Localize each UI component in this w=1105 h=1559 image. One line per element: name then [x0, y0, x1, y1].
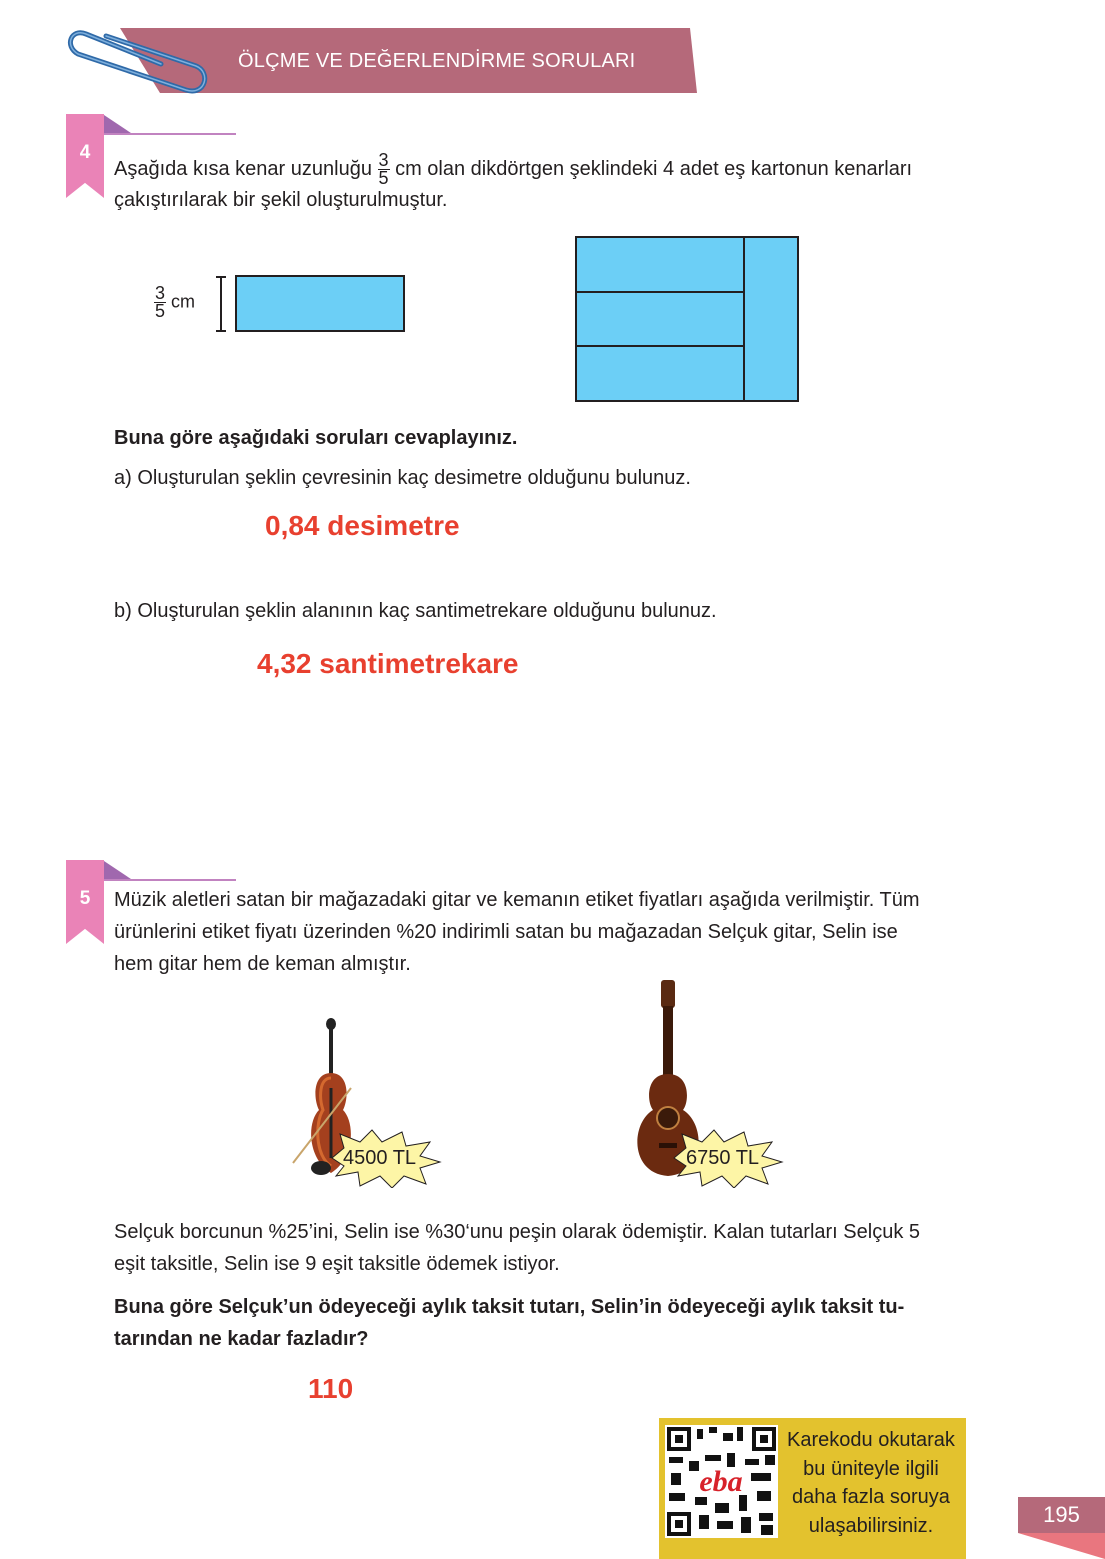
q5-question: Buna göre Selçuk’un ödeyeceği aylık taksit tutarı, Selin’in ödeyeceği aylık taksit tu- tarından ne kadar fazladır? — [114, 1296, 905, 1350]
answer-q5: 110 — [308, 1373, 354, 1404]
card-4 — [743, 236, 799, 402]
guitar-price: 6750 TL — [686, 1147, 760, 1169]
instruction: Buna göre aşağıdaki soruları cevaplayınız. — [114, 427, 518, 449]
answer-b: 4,32 santimetrekare — [257, 648, 519, 679]
eba-logo: eba — [699, 1465, 743, 1498]
page-corner-decor — [1018, 1533, 1105, 1559]
divider — [104, 133, 236, 135]
card-2 — [575, 291, 745, 348]
card-3 — [575, 345, 745, 402]
question-number: 5 — [79, 888, 91, 909]
decor-triangle — [104, 115, 134, 135]
dimension-label: $\frac{3}{5}$ cm — [155, 283, 196, 321]
card-1 — [575, 236, 745, 293]
single-card — [235, 275, 405, 332]
violin-price: 4500 TL — [343, 1147, 417, 1169]
question-b: b) Oluşturulan şeklin alanının kaç santimetrekare olduğunu bulunuz. — [114, 600, 717, 622]
section-title: ÖLÇME VE DEĞERLENDİRME SORULARI — [238, 50, 636, 72]
q4-text: Aşağıda kısa kenar uzunluğu $\frac{3}{5}$ cm olan dikdörtgen şeklindeki 4 adet eş kartonun kenarları — [114, 150, 913, 188]
fraction: $\frac{3}{5}$ — [378, 150, 389, 188]
q5-text: Müzik aletleri satan bir mağazadaki gitar ve kemanın etiket fiyatları aşağıda verilmiştir. Tüm ürünlerini etiket fiyatı üzerinden %20 indirimli satan bu mağazadan Selçuk gitar, Selin ise hem gitar hem de keman almıştır. — [114, 889, 920, 975]
paperclip-icon — [66, 24, 211, 96]
qr-code-icon[interactable] — [665, 1425, 778, 1538]
dimension-bracket — [214, 275, 228, 333]
decor-triangle — [104, 861, 134, 881]
q5-text-2: Selçuk borcunun %25’ini, Selin ise %30‘unu peşin olarak ödemiştir. Kalan tutarları Selçuk 5 eşit taksitle, Selin ise 9 eşit taksitle ödemek istiyor. — [114, 1221, 921, 1275]
qr-caption: Karekodu okutarak bu üniteyle ilgili daha fazla soruya ulaşabilirsiniz. — [787, 1429, 955, 1537]
answer-a: 0,84 desimetre — [265, 510, 460, 541]
q4-text-line2: çakıştırılarak bir şekil oluşturulmuştur. — [114, 189, 448, 211]
question-a: a) Oluşturulan şeklin çevresinin kaç desimetre olduğunu bulunuz. — [114, 467, 691, 489]
page-number: 195 — [1018, 1497, 1105, 1533]
divider — [104, 879, 236, 881]
question-number: 4 — [79, 142, 91, 163]
